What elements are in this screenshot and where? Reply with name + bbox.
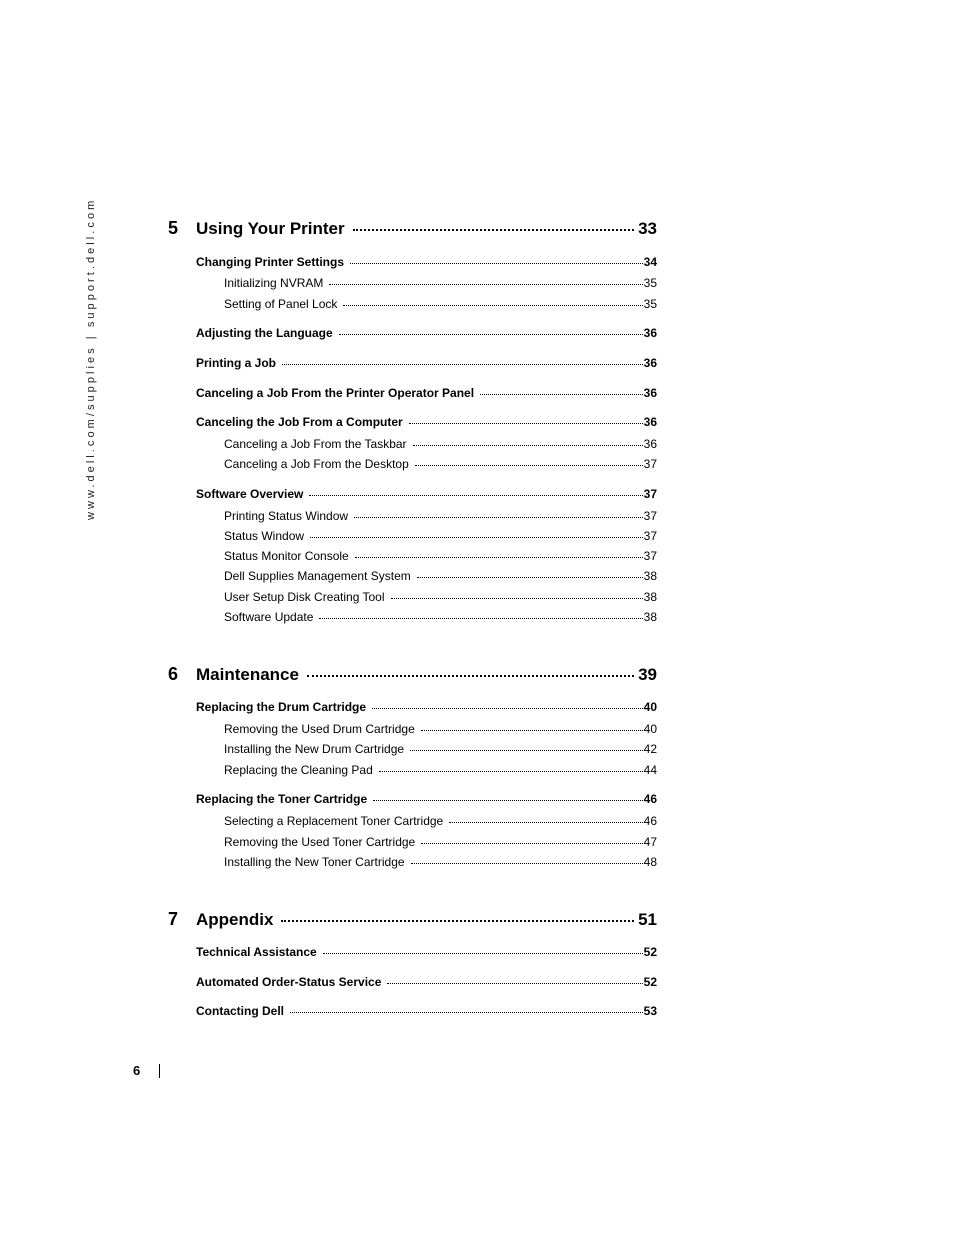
dot-leader	[387, 983, 642, 984]
entry-title: Replacing the Cleaning Pad	[224, 763, 373, 777]
dot-leader	[415, 465, 643, 466]
entry-page: 37	[643, 457, 657, 471]
entry-title: Adjusting the Language	[196, 326, 333, 340]
dot-leader	[410, 750, 643, 751]
dot-leader	[449, 822, 642, 823]
entry-page: 52	[643, 945, 657, 959]
toc-subentry[interactable]	[224, 610, 657, 626]
toc-entry[interactable]	[196, 356, 657, 372]
toc-subentry[interactable]	[224, 835, 657, 851]
entry-page: 35	[643, 276, 657, 290]
page-number: 6	[133, 1063, 141, 1078]
chapter-heading[interactable]	[168, 218, 657, 242]
entry-page: 36	[643, 326, 657, 340]
entry-page: 42	[643, 742, 657, 756]
entry-title: Removing the Used Drum Cartridge	[224, 722, 415, 736]
entry-title: Technical Assistance	[196, 945, 317, 959]
dot-leader	[421, 843, 642, 844]
dot-leader	[281, 920, 634, 922]
entry-title: Printing Status Window	[224, 509, 349, 523]
toc-subentry[interactable]	[224, 529, 657, 545]
toc-entry[interactable]	[196, 415, 657, 431]
entry-title: Canceling a Job From the Desktop	[224, 457, 409, 471]
toc-entry[interactable]	[196, 975, 657, 991]
dot-leader	[309, 495, 642, 496]
dot-leader	[413, 445, 643, 446]
entry-title: Status Monitor Console	[224, 549, 349, 563]
entry-page: 52	[643, 975, 657, 989]
entry-title: Software Overview	[196, 487, 304, 501]
toc-entry[interactable]	[196, 1004, 657, 1020]
dot-leader	[411, 863, 643, 864]
toc-entry[interactable]	[196, 386, 657, 402]
dot-leader	[355, 557, 643, 558]
chapter-page: 51	[638, 910, 657, 929]
dot-leader	[373, 800, 643, 801]
entry-page: 37	[643, 529, 657, 543]
entry-page: 40	[643, 700, 657, 714]
entry-title: Changing Printer Settings	[196, 255, 345, 269]
entry-title: Installing the New Toner Cartridge	[224, 855, 405, 869]
chapter-number: 7	[168, 909, 179, 929]
toc-subentry[interactable]	[224, 590, 657, 606]
entry-title: Canceling a Job From the Taskbar	[224, 437, 407, 451]
dot-leader	[372, 708, 643, 709]
toc-entry[interactable]	[196, 792, 657, 808]
dot-leader	[290, 1012, 643, 1013]
entry-title: Contacting Dell	[196, 1004, 285, 1018]
entry-title: Setting of Panel Lock	[224, 297, 338, 311]
toc-subentry[interactable]	[224, 457, 657, 473]
chapter-number: 5	[168, 218, 179, 238]
entry-page: 46	[643, 814, 657, 828]
entry-page: 38	[643, 610, 657, 624]
entry-title: Replacing the Toner Cartridge	[196, 792, 368, 806]
dot-leader	[307, 675, 634, 677]
entry-title: Removing the Used Toner Cartridge	[224, 835, 416, 849]
dot-leader	[350, 263, 643, 264]
chapter-title: Using Your Printer	[196, 219, 345, 238]
toc-subentry[interactable]	[224, 437, 657, 453]
chapter-heading[interactable]	[168, 909, 657, 933]
entry-page: 36	[643, 386, 657, 400]
entry-title: Selecting a Replacement Toner Cartridge	[224, 814, 444, 828]
entry-title: Installing the New Drum Cartridge	[224, 742, 405, 756]
entry-title: User Setup Disk Creating Tool	[224, 590, 385, 604]
dot-leader	[417, 577, 643, 578]
entry-page: 34	[643, 255, 657, 269]
entry-title: Canceling a Job From the Printer Operator Panel	[196, 386, 475, 400]
dot-leader	[310, 537, 643, 538]
toc-subentry[interactable]	[224, 814, 657, 830]
entry-page: 38	[643, 590, 657, 604]
entry-page: 44	[643, 763, 657, 777]
toc-subentry[interactable]	[224, 742, 657, 758]
entry-page: 36	[643, 437, 657, 451]
entry-page: 36	[643, 415, 657, 429]
toc-subentry[interactable]	[224, 722, 657, 738]
toc-subentry[interactable]	[224, 509, 657, 525]
entry-page: 38	[643, 569, 657, 583]
chapter-page: 33	[638, 219, 657, 238]
entry-page: 46	[643, 792, 657, 806]
entry-title: Printing a Job	[196, 356, 277, 370]
dot-leader	[329, 284, 642, 285]
entry-page: 40	[643, 722, 657, 736]
toc-subentry[interactable]	[224, 549, 657, 565]
dot-leader	[409, 423, 643, 424]
entry-page: 37	[643, 549, 657, 563]
toc-subentry[interactable]	[224, 569, 657, 585]
chapter-heading[interactable]	[168, 664, 657, 688]
entry-page: 35	[643, 297, 657, 311]
chapter-title: Appendix	[196, 910, 274, 929]
side-url-text: www.dell.com/supplies | support.dell.com	[85, 197, 97, 520]
chapter-title: Maintenance	[196, 665, 299, 684]
toc-entry[interactable]	[196, 326, 657, 342]
entry-title: Replacing the Drum Cartridge	[196, 700, 367, 714]
entry-title: Software Update	[224, 610, 314, 624]
dot-leader	[282, 364, 643, 365]
dot-leader	[421, 730, 643, 731]
entry-page: 37	[643, 509, 657, 523]
dot-leader	[323, 953, 643, 954]
entry-page: 48	[643, 855, 657, 869]
toc-subentry[interactable]	[224, 276, 657, 292]
dot-leader	[319, 618, 642, 619]
entry-page: 53	[643, 1004, 657, 1018]
chapter-page: 39	[638, 665, 657, 684]
dot-leader	[379, 771, 643, 772]
entry-page: 37	[643, 487, 657, 501]
dot-leader	[353, 229, 634, 231]
entry-title: Status Window	[224, 529, 305, 543]
toc-subentry[interactable]	[224, 297, 657, 313]
dot-leader	[354, 517, 643, 518]
dot-leader	[343, 305, 642, 306]
entry-page: 47	[643, 835, 657, 849]
dot-leader	[339, 334, 643, 335]
footer-divider	[159, 1064, 160, 1078]
entry-page: 36	[643, 356, 657, 370]
toc-entry[interactable]	[196, 255, 657, 271]
entry-title: Initializing NVRAM	[224, 276, 324, 290]
entry-title: Canceling the Job From a Computer	[196, 415, 403, 429]
toc-entry[interactable]	[196, 700, 657, 716]
toc-entry[interactable]	[196, 487, 657, 503]
chapter-number: 6	[168, 664, 179, 684]
toc-subentry[interactable]	[224, 763, 657, 779]
entry-title: Automated Order-Status Service	[196, 975, 382, 989]
dot-leader	[391, 598, 643, 599]
entry-title: Dell Supplies Management System	[224, 569, 411, 583]
toc-entry[interactable]	[196, 945, 657, 961]
dot-leader	[480, 394, 643, 395]
toc-subentry[interactable]	[224, 855, 657, 871]
